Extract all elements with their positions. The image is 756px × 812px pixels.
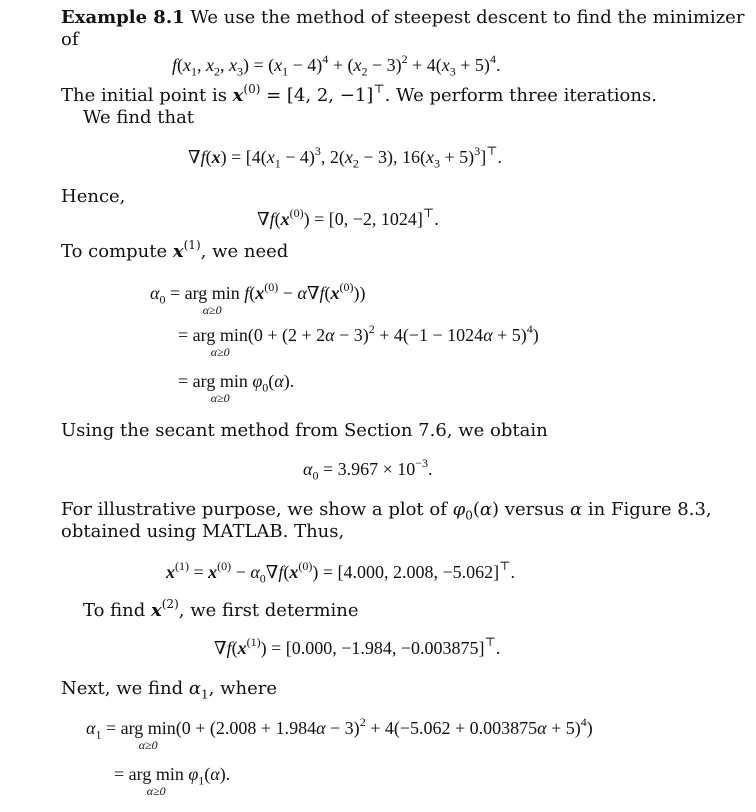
example-intro-line <box>61 7 744 29</box>
example-intro-text: We use the method of steepest descent to find the minimizer <box>190 7 745 28</box>
to-find-x2-sentence: To find $x^{(2)}$, we first determine <box>83 597 359 621</box>
example-label: Example 8.1 <box>61 7 185 28</box>
hence-text: Hence, <box>61 186 126 207</box>
initial-point-sentence: The initial point is $x^{(0)} = [4$, 2, −1]⊤. We perform three iterations. <box>61 82 657 106</box>
illustrative-sentence-2: obtained using MATLAB. Thus, <box>61 521 345 542</box>
to-compute-sentence: To compute $x^{(1)}$, we need <box>61 238 289 262</box>
gradient-at-x0-equation: $\nabla f(x^{(0)}) = [0$, −2, 1024]⊤. <box>257 206 439 229</box>
gradient-at-x1-equation: $\nabla f(x^{(1)}) = [0.000$, −1.984, −0.003875]⊤. <box>214 635 501 658</box>
alpha0-argmin-line-2: = arg min α≥0 $(0 + (2 + 2\alpha - 3)^2 + 4(-1 - 1024\alpha + 5)^4)$ <box>178 322 539 359</box>
example-intro-continued: of <box>61 29 79 50</box>
objective-function-equation: $f(x_1$, $x_2$, $x_3) = (x_1 - 4)^4 + (x_2 - 3)^2 + 4(x_3 + 5)^4$. <box>172 52 501 79</box>
illustrative-sentence-1: For illustrative purpose, we show a plot of $\varphi_0(\alpha)$ versus α in Figure 8.3, <box>61 499 712 523</box>
next-alpha1-sentence: Next, we find $\alpha_1$, where <box>61 678 278 702</box>
alpha0-value-equation: $\alpha_0 = 3.967 \times 10^{-3}$. <box>303 456 433 483</box>
gradient-equation: $\nabla f(x) = [4(x_1 - 4)^3$, $2(x_2 - 3)$, $16(x_3 + 5)^3]^⊤$. <box>188 144 502 171</box>
alpha0-argmin-line-3: = arg min α≥0 $\varphi_0(\alpha)$. <box>178 371 295 405</box>
alpha0-argmin-line-1: $\alpha_0$ = arg min α≥0 $f(x^{(0)} - \alpha\nabla f(x^{(0)}))$ <box>150 280 366 317</box>
alpha1-argmin-line-2: = arg min α≥0 $\varphi_1(\alpha)$. <box>114 764 231 798</box>
alpha1-argmin-line-1: $\alpha_1$ = arg min α≥0 $(0 + (2.008 + 1.984\alpha - 3)^2 + 4(-5.062 + 0.003875\alpha + 5)^4)$ <box>86 715 593 752</box>
secant-method-sentence: Using the secant method from Section 7.6, we obtain <box>61 420 548 441</box>
x1-update-equation: $x^{(1)} = x^{(0)} - \alpha_0\nabla f(x^{(0)}) = [4.000$, 2.008, −5.062]⊤. <box>166 559 515 586</box>
we-find-that: We find that <box>83 107 195 128</box>
